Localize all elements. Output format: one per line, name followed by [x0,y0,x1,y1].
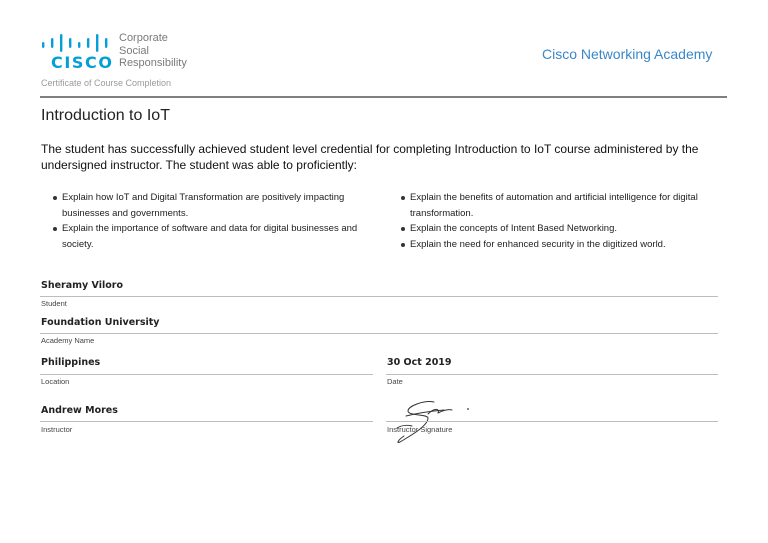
instructor-label: Instructor [41,425,73,434]
signature-label: Instructor Signature [387,425,453,434]
location-field-line [40,374,373,375]
handwritten-signature [394,398,474,446]
academy-name-field-line [40,333,718,334]
logo-tagline-line: Responsibility [119,57,187,69]
objectives-left-list [51,190,376,252]
header-divider [40,96,727,98]
date-value: 30 Oct 2019 [387,357,452,368]
list-item: Explain the benefits of automation and artificial intelligence for digital transformation. [399,190,721,221]
logo-tagline-line: Corporate [119,32,168,44]
course-title: Introduction to IoT [41,107,170,124]
logo-tagline [119,32,187,70]
date-label: Date [387,377,403,386]
signature-field-line [386,421,718,422]
certificate-type: Certificate of Course Completion [41,78,172,88]
objectives-right-list [399,190,721,252]
student-name: Sheramy Viloro [41,280,123,291]
list-item: Explain the need for enhanced security in the digitized world. [399,237,721,253]
date-field-line [386,374,718,375]
instructor-field-line [40,421,373,422]
cisco-wordmark: CISCO [51,53,114,72]
location-label: Location [41,377,70,386]
logo-tagline-line: Social [119,44,149,57]
student-label: Student [41,299,67,308]
academy-name-label: Academy Name [41,336,95,345]
instructor-name: Andrew Mores [41,405,118,416]
list-item: Explain the importance of software and data for digital businesses and society. [51,221,376,252]
cisco-logo-icon [42,34,114,52]
completion-statement: The student has successfully achieved student level credential for completing Introduction to IoT course administered by the undersigned instructor. The student was able to proficiently: [41,142,699,172]
list-item: Explain how IoT and Digital Transformation are positively impacting businesses and governments. [51,190,376,221]
list-item: Explain the concepts of Intent Based Networking. [399,221,721,237]
academy-title: Cisco Networking Academy [542,46,713,62]
location-value: Philippines [41,357,101,368]
academy-name: Foundation University [41,317,160,328]
student-field-line [40,296,718,297]
